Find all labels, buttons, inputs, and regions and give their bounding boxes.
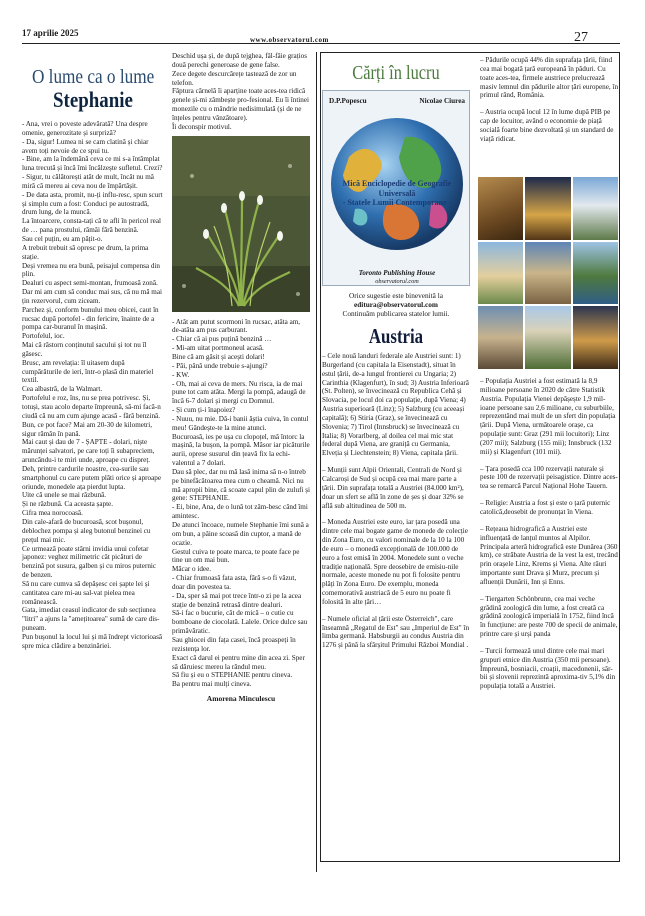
paragraph: Să-i fac o bucurie, cât de mică – o cutie cu bomboane de ciocolată. Lalele. Orice dulce sau primăvăratic. [172, 609, 308, 636]
paragraph: - Mi-am uitat portmoneul acasă. [172, 344, 264, 353]
austria-heading: Austria [368, 324, 424, 348]
paragraph: Dealuri cu aspect semi-montan, frumoasă zonă. [22, 279, 158, 288]
article-column-1 [22, 52, 164, 651]
paragraph: - Bine, am la îndemână ceva ce mi s-a întâmplat luna trecută și încă îmi încălzește sufletul. Crezi? [22, 155, 163, 173]
book-title-line1: Mică Enciclopedie de Geografie Universală [342, 179, 452, 198]
paragraph: - Chiar că ai pus puțină benzină … [172, 335, 272, 344]
book-title-line2: - Statele Lumii Contemporane - [342, 198, 452, 207]
paragraph: Și ne răzbună. Ca aceasta șapte. [22, 500, 114, 509]
paragraph: Bine că am găsit și acești dolari! [172, 352, 265, 361]
paragraph: - Nuuu, nu mie. Dă-i banii ăștia cuiva, în contul meu! Gândește-te la mine atunci. [172, 414, 309, 432]
article-title-line2: Stephanie [53, 87, 133, 112]
site-url[interactable]: www.observatorul.com [250, 36, 329, 44]
paragraph: De atunci încoace, numele Stephanie îmi sună a om bun, a pâine scoasă din cuptor, a mană de ocazie. [172, 521, 309, 547]
paragraph: A trebuit trebuit să opresc pe drum, la prima stație. [22, 243, 149, 261]
photo-palace [478, 242, 523, 305]
austria-col3-body [322, 352, 470, 650]
paragraph: Dau să plec, dar nu mă lasă inima să n-o întreb pe binefăcătoarea mea cum o cheamă. Nici nu mă apropii bine, că scoate capul plin de zulufi și gene: STEPHANIE. [172, 467, 311, 503]
paragraph: Făptura cărnelă îi aparține toate aces-tea ridică genele și-mi zâmbește pro-fesional. Eu îi întinei monezile cu o mândrie nedisimulată (și de ne înțeles pentru vânzătoare). [172, 87, 310, 122]
photo-palace-hall [478, 177, 523, 240]
paragraph: – Rețeaua hidrografică a Austriei este influențată de lanțul muntos al Alpilor. Principala arteră hidrografică este Dunărea (360 km), ce străbate Austria de la vest la est, trecând prin orașele Linz, Krems și Viena. Alte râuri importante sunt Drava și Murz, precum și afluenții Dunării, Inn și Enns. [480, 524, 618, 586]
paragraph: Deși vremea nu era bună, peisajul compensa din plin. [22, 261, 161, 279]
book-publisher-site: observatorul.com [375, 278, 419, 285]
book-title [341, 179, 453, 208]
paragraph: La întoarcere, consta-tați că te afli în pericol real de … pana prostului, rămâi fără benzină. [22, 217, 161, 235]
paragraph: – Religie: Austria a fost și este o țară puternic catolică,deosebit de pronunțat în Viena. [480, 499, 611, 516]
book-publisher: Toronto Publishing House [358, 269, 436, 277]
article-col2-top [172, 52, 310, 132]
paragraph: Bun, ce pot face? Mai am 20-30 de kilometri, sigur rămân în pană. [22, 420, 153, 438]
photo-cathedral [525, 242, 570, 305]
paragraph: - Și cum ți-i înapoiez? [172, 406, 236, 415]
book-author-2: Nicolae Ciurea [419, 97, 465, 105]
paragraph: Gestul cuiva te poate marca, te poate face pe tine un om mai bun. [172, 547, 300, 565]
suggestion-line: Orice sugestie este binevenită la [348, 291, 443, 300]
paragraph: – Numele oficial al țării este Österreich", care înseamnă „Regatul de Est" sau „Imperiul de Est" în limba germană. Habsburgii au condus Austria din 1276 și până la sfârșitul Primului Război Mondial . [322, 614, 470, 650]
paragraph: Gata, imediat ceasul indicator de sub secțiunea "litri" a ajuns la "amețitoarea" sumă de care dis-puneam. [22, 606, 160, 633]
paragraph: – Austria ocupă locul 12 în lume după PIB pe cap de locuitor, având o economie de piață socială foarte bine dezvoltată și un standard de viață ridicat. [480, 108, 614, 143]
paragraph: – Cele nouă landuri federale ale Austriei sunt: 1) Burgerland (cu capitala la Eisenstadt), situat în estul țării, de-a lungul frontierei cu Ungaria; 2) Carinthia (Klagenfurt), în sud; 3) Austria Inferioară (St. Polten), se învecinează cu Republica Cehă și Slovacia, pe locul doi ca populație, după Viena; 4) Austria superioară (Linz); 5) Salzburg (cu aceeași capitală); 6) Stiria (Graz), se învecinează cu Slovenia; 7) Tirol (Innsbruck) se învecinează cu Italia; 8) Vorarlberg, al doilea cel mai mic stat federal după Viena, are graniță cu Germania, Elveția și Liechtenstein; 8) Viena, capitala țării. [322, 352, 469, 458]
paragraph: Ba pentru mai mulți cineva. [172, 680, 252, 689]
paragraph: – Turcii formează unul dintre cele mai mari grupuri etnice din Austria (350 mii persoane). Împreună, bosniacii, croații, macedonenii, sâr-bii și slovenii reprezintă aproxima-tiv 5,1% din populația totală a Austriei. [480, 646, 616, 691]
book-cover[interactable] [322, 90, 470, 286]
book-authors [329, 97, 465, 105]
suggestion-email[interactable]: editura@observatorul.com [354, 299, 438, 309]
photo-city-night [525, 177, 570, 240]
paragraph: Mai caut și dau de 7 - ȘAPTE - dolari, niște mărunței salvatori, pe care toți îi subapreciem, aruncându-i te miri unde, aproape cu dispreț. [22, 438, 155, 465]
continuation-note: Continuăm publicarea statelor lumii. [342, 308, 450, 318]
paragraph: Brusc, am revelația: îl uitasem după cumpărăturile de ieri, într-o plasă din materiel textil. [22, 358, 154, 385]
paragraph: - Atât am putut scormoni în rucsac, atâta am, de-atâta am pus carburant. [172, 317, 301, 335]
photo-alpine-lake [573, 242, 618, 305]
paragraph: – Moneda Austriei este euro, iar țara posedă una dintre cele mai bogate game de monede de colecție din Zona Euro, cu valori nominale de la 10 la 100 de euro – o monedă excepțională de 100.000 de euro a fost emisă în 2004. Monedele sunt o veche tradiție națională. Spre deosebire de emisiu-nile normale, aceste monede nu pot fi folosite pentru plăți în Zona Euro. De exemplu, moneda comemorativă austriacă de 5 euro nu poate fi folosită în alte țări… [322, 518, 468, 606]
snowdrops-illustration [172, 136, 310, 312]
photo-village [525, 306, 570, 369]
book-author-1: D.P.Popescu [329, 97, 367, 105]
header-rule [22, 43, 620, 44]
article-column-2 [172, 52, 310, 704]
paragraph: Sau ghiocei din fața casei, încă proaspeți în rezistența lor. [172, 635, 296, 653]
paragraph: Să fiu și eu o STEPHANIE pentru cineva. [172, 671, 293, 680]
paragraph: Ce urmează poate stârni invidia unui cofetar japonez: veghez milimetric cât picături de benzină pot susura, galben și cu miros puternic de benzen. [22, 544, 157, 580]
paragraph: Deh, printre cardurile noastre, cea-surile sau smartphonul cu care putem plăti orice și aproape oriunde, monedele ața pierdut lupta. [22, 464, 161, 491]
paragraph: Bucuroasă, ies pe ușa cu clopoțel, mă întorc la mașină, la bușon, la pompă. Măsor iar picăturile aurii, oprese susurul din țeavă fix la echi-valentul a 7 dolari. [172, 432, 310, 468]
paragraph: - Ana, vrei o poveste adevărată? Una despre omenie, generozitate și surpriză? [22, 120, 148, 137]
paragraph: Sau cel puțin, eu am pățit-o. [22, 234, 103, 243]
paragraph: Pun bușonul la locul lui și mă îndrept victorioasă spre mica clădire a benzinăriei. [22, 632, 163, 650]
photo-opera [573, 306, 618, 369]
globe-graphic [327, 109, 467, 259]
paragraph: Cea albastră, de la Walmart. [22, 385, 103, 394]
page-number: 27 [574, 30, 588, 45]
paragraph: Din cale-afară de bucuroasă, scot bușonul, deblochez pompa și aleg butonul benzinei cu prețul mai mic. [22, 517, 151, 544]
austria-col4-bottom [480, 377, 618, 691]
paragraph: - Ei, bine, Ana, de o lună tot zâm-besc când îmi amintesc. [172, 503, 308, 521]
austria-photo-grid [478, 177, 618, 369]
photo-mountains [573, 177, 618, 240]
column-divider [316, 52, 317, 872]
paragraph: Portofelul e roz, îns, nu se prea potrivesc. Și, totuși, stau acolo departe împreună, să-mi facă-n ciudă că nu am cum ajunge acasă - fără benzină. [22, 394, 161, 420]
paragraph: Mai că răstorn conținutul sacului și tot nu îl găsesc. [22, 341, 147, 358]
paragraph: Îi deconspir motivul. [172, 122, 232, 131]
paragraph: Exact că darul ei pentru mine din acea zi. Sper să dăruiesc mereu la rândul meu. [172, 653, 305, 671]
paragraph: Portofelul, ioc. [22, 332, 65, 341]
paragraph: Să nu care cumva să depășesc cei șapte lei și cantitatea care mi-au sal-vat pielea mea românească. [22, 579, 150, 606]
books-heading: Cărți în lucru [352, 62, 440, 84]
article-col2-body [172, 318, 310, 689]
article-col1-body [22, 120, 164, 651]
article-title-line1: O lume ca o lume [31, 66, 155, 88]
paragraph: Uite că unele se mai răzbună. [22, 491, 107, 500]
paragraph: - KW. [172, 370, 190, 379]
paragraph: – Populația Austriei a fost estimată la 8,9 milioane persoane în 2020 de către Statistik Austria. Populația Vienei depășește 1,9 mil-ioane persoane sau 2,6 milioane, cu suburbiile, reprezentând mai mult de un sfert din populația țării. După Viena, următoarele orașe, ca populație sunt: Graz (291 mii locuitori); Linz (207 mii); Salzburg (155 mii); Innsbruck (132 mii) și Klagenfurt (101 mii). [480, 377, 616, 456]
photo-street [478, 306, 523, 369]
article-author: Amorena Minculescu [206, 694, 276, 704]
paragraph: – Tiergarten Schönbrunn, cea mai veche grădină zoologică din lume, a fost creată ca grădină zoologică imperială în 1752, fiind încă în funcțiune: are peste 700 de specii de animale, printre care și urși panda [480, 594, 618, 639]
paragraph: Deschid ușa și, de după tejghea, fâl-fâie grațios două perechi generoase de gene false. [172, 52, 308, 69]
paragraph: - Oh, mai ai ceva de mers. Nu risca, ia de mai pune tot cam atâta. Mergi la pompă, adaugă de încă 6-7 dolari și mergi cu Domnul. [172, 379, 306, 406]
page-header [0, 0, 645, 46]
suggestion-note [322, 292, 470, 318]
snowdrops-photo [172, 136, 310, 312]
paragraph: Zece degete descurcărețe tastează de zor un telefon. [172, 69, 297, 87]
paragraph: – Țara posedă cca 100 rezervații naturale și peste 100 de rezervații peisagistice. Dintre aces-tea se remarcă Parcul Național Hohe Tauern. [480, 464, 618, 491]
paragraph: - Da, sigur! Lumea ni se cam clatină și chiar avem toți nevoie de ce spui tu. [22, 137, 149, 155]
paragraph: Dar mi am cum să conduc mai sus, că nu mă mai țin rezervorul, cum ziceam. [22, 288, 162, 305]
paragraph: - Păi, până unde trebuie s-ajungi? [172, 361, 268, 370]
paragraph: Măcar o idee. [172, 565, 212, 574]
issue-date: 17 aprilie 2025 [22, 28, 79, 38]
paragraph: - Da, sper să mai pot trece într-o zi pe la acea stație de benzină retrasă dintre dealuri. [172, 591, 302, 609]
paragraph: - Chiar frumoasă fata asta, fără s-o fi văzut, doar din povestea ta. [172, 574, 297, 591]
austria-col4-top [480, 56, 618, 144]
paragraph: – Munții sunt Alpii Orientali, Centrali de Nord și Calcaroși de Sud și ocupă cea mai mare parte a țării. Din suprafața totală a Austriei (84.000 km²), doar un sfert se află în zone de șes și doar 32% se află sub altitudinea de 500 m. [322, 466, 464, 510]
paragraph: - De data asta, promit, nu-ți influ-resc, spun scurt și simplu cum a fost: Conduci pe autostradă, drum lung, de la muncă. [22, 190, 163, 217]
paragraph: - Sigur, tu călătorești atât de mult, încât nu mă miră că mereu ai ceva nou de împărtășit. [22, 173, 154, 190]
paragraph: Parchez și, conform bunului meu obicei, caut în rucsac după portofel - din fericire, înainte de a pompa car-buranul în mașină. [22, 305, 159, 332]
paragraph: Cifra mea norocoasă. [22, 509, 83, 518]
paragraph: – Pădurile ocupă 44% din suprafața țării, fiind cea mai bogată țară europeană în păduri. Cu toate aces-tea, firmele austriece prelucrează masiv lemnul din pădurile altor țări europene, în primul rând, România. [480, 56, 619, 100]
